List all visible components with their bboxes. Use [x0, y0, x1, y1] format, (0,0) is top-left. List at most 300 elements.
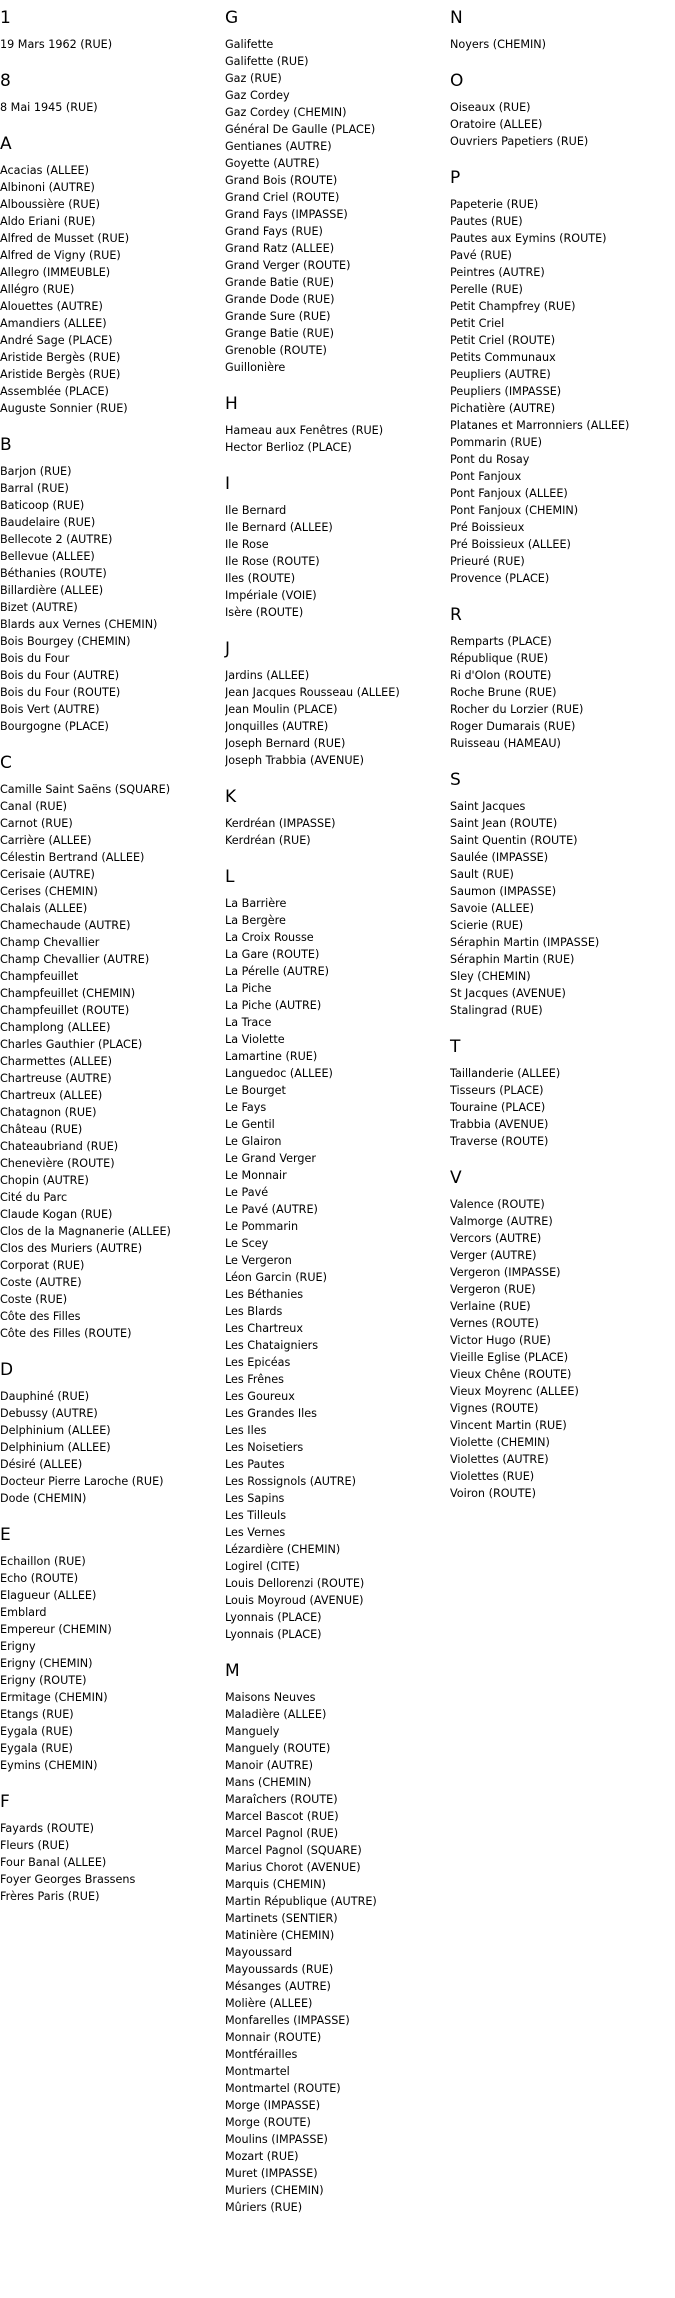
street-link[interactable]: Le Gentil — [225, 1118, 275, 1131]
street-link[interactable]: Pichatière (AUTRE) — [450, 402, 556, 415]
street-link[interactable]: Séraphin Martin (RUE) — [450, 953, 575, 966]
street-link[interactable]: Les Grandes Iles — [225, 1407, 318, 1420]
street-link[interactable]: Lézardière (CHEMIN) — [225, 1543, 341, 1556]
street-link[interactable]: Pont du Rosay — [450, 453, 530, 466]
street-link[interactable]: Grande Sure (RUE) — [225, 310, 331, 323]
street-link[interactable]: Stalingrad (RUE) — [450, 1004, 543, 1017]
street-link[interactable]: Jonquilles (AUTRE) — [225, 720, 329, 733]
street-link[interactable]: Galifette (RUE) — [225, 55, 309, 68]
street-link[interactable]: Docteur Pierre Laroche (RUE) — [0, 1475, 164, 1488]
street-link[interactable]: Marcel Bascot (RUE) — [225, 1810, 339, 1823]
street-link[interactable]: Voiron (ROUTE) — [450, 1487, 536, 1500]
street-link[interactable]: Pré Boissieux (ALLEE) — [450, 538, 571, 551]
street-link[interactable]: Maraîchers (ROUTE) — [225, 1793, 338, 1806]
street-link[interactable]: Le Glairon — [225, 1135, 282, 1148]
street-link[interactable]: Galifette — [225, 38, 274, 51]
street-link[interactable]: Champ Chevallier — [0, 936, 100, 949]
street-link[interactable]: Vernes (ROUTE) — [450, 1317, 539, 1330]
street-link[interactable]: Chatagnon (RUE) — [0, 1106, 97, 1119]
street-link[interactable]: Trabbia (AVENUE) — [450, 1118, 549, 1131]
street-link[interactable]: Alouettes (AUTRE) — [0, 300, 103, 313]
street-link[interactable]: Platanes et Marronniers (ALLEE) — [450, 419, 630, 432]
street-link[interactable]: Goyette (AUTRE) — [225, 157, 320, 170]
street-link[interactable]: Taillanderie (ALLEE) — [450, 1067, 561, 1080]
street-link[interactable]: Les Iles — [225, 1424, 267, 1437]
street-link[interactable]: Pont Fanjoux (ALLEE) — [450, 487, 568, 500]
street-link[interactable]: Les Vernes — [225, 1526, 286, 1539]
street-list — [0, 1553, 222, 1774]
street-link[interactable]: Bois du Four (ROUTE) — [0, 686, 121, 699]
street-link[interactable]: Delphinium (ALLEE) — [0, 1424, 111, 1437]
street-link[interactable]: Cité du Parc — [0, 1191, 68, 1204]
street-link[interactable]: Albinoni (AUTRE) — [0, 181, 95, 194]
street-link[interactable]: Foyer Georges Brassens — [0, 1873, 136, 1886]
street-link[interactable]: Le Pavé — [225, 1186, 269, 1199]
street-link[interactable]: Mayoussard — [225, 1946, 293, 1959]
street-link[interactable]: St Jacques (AVENUE) — [450, 987, 566, 1000]
street-link[interactable]: Emblard — [0, 1606, 47, 1619]
street-link[interactable]: La Trace — [225, 1016, 272, 1029]
street-link[interactable]: Vieux Chêne (ROUTE) — [450, 1368, 572, 1381]
street-link[interactable]: Les Pautes — [225, 1458, 285, 1471]
street-link[interactable]: Champfeuillet (ROUTE) — [0, 1004, 130, 1017]
street-link[interactable]: Allegro (IMMEUBLE) — [0, 266, 111, 279]
street-link[interactable]: Perelle (RUE) — [450, 283, 523, 296]
street-link[interactable]: Hameau aux Fenêtres (RUE) — [225, 424, 384, 437]
street-link[interactable]: Bellevue (ALLEE) — [0, 550, 95, 563]
street-link[interactable]: La Piche (AUTRE) — [225, 999, 322, 1012]
street-link[interactable]: Mésanges (AUTRE) — [225, 1980, 331, 1993]
street-link[interactable]: Iles (ROUTE) — [225, 572, 296, 585]
street-link[interactable]: Clos de la Magnanerie (ALLEE) — [0, 1225, 171, 1238]
street-link[interactable]: Martin République (AUTRE) — [225, 1895, 377, 1908]
street-link[interactable]: Kerdréan (IMPASSE) — [225, 817, 336, 830]
street-link[interactable]: La Bergère — [225, 914, 286, 927]
street-link[interactable]: Château (RUE) — [0, 1123, 83, 1136]
street-list — [225, 1689, 447, 2216]
street-link[interactable]: Muret (IMPASSE) — [225, 2167, 318, 2180]
street-link[interactable]: La Pérelle (AUTRE) — [225, 965, 330, 978]
street-link[interactable]: Le Pavé (AUTRE) — [225, 1203, 318, 1216]
street-link[interactable]: Pont Fanjoux — [450, 470, 522, 483]
street-link[interactable]: Dauphiné (RUE) — [0, 1390, 90, 1403]
street-link[interactable]: Impériale (VOIE) — [225, 589, 317, 602]
street-link[interactable]: Assemblée (PLACE) — [0, 385, 109, 398]
street-link[interactable]: Petit Criel — [450, 317, 505, 330]
street-link[interactable]: Le Scey — [225, 1237, 269, 1250]
street-link[interactable]: Remparts (PLACE) — [450, 635, 552, 648]
street-link[interactable]: La Barrière — [225, 897, 287, 910]
street-link[interactable]: Marquis (CHEMIN) — [225, 1878, 326, 1891]
street-link[interactable]: Allégro (RUE) — [0, 283, 75, 296]
street-link[interactable]: Jean Moulin (PLACE) — [225, 703, 338, 716]
street-link[interactable]: Pommarin (RUE) — [450, 436, 542, 449]
street-link[interactable]: Alfred de Vigny (RUE) — [0, 249, 121, 262]
street-link[interactable]: Barral (RUE) — [0, 482, 69, 495]
street-link[interactable]: Provence (PLACE) — [450, 572, 550, 585]
street-link[interactable]: Gentianes (AUTRE) — [225, 140, 332, 153]
street-link[interactable]: Blards aux Vernes (CHEMIN) — [0, 618, 158, 631]
street-list — [225, 502, 447, 621]
street-link[interactable]: Saint Quentin (ROUTE) — [450, 834, 578, 847]
street-link[interactable]: Pont Fanjoux (CHEMIN) — [450, 504, 579, 517]
street-link[interactable]: Le Vergeron — [225, 1254, 292, 1267]
street-link[interactable]: Petit Champfrey (RUE) — [450, 300, 576, 313]
street-link[interactable]: Peintres (AUTRE) — [450, 266, 545, 279]
street-link[interactable]: République (RUE) — [450, 652, 549, 665]
street-link[interactable]: Grand Fays (RUE) — [225, 225, 323, 238]
street-link[interactable]: Le Grand Verger — [225, 1152, 317, 1165]
street-link[interactable]: Erigny — [0, 1640, 36, 1653]
street-link[interactable]: Corporat (RUE) — [0, 1259, 85, 1272]
street-link[interactable]: Les Blards — [225, 1305, 283, 1318]
street-link[interactable]: Dode (CHEMIN) — [0, 1492, 87, 1505]
street-link[interactable]: Violette (CHEMIN) — [450, 1436, 550, 1449]
street-link[interactable]: Alfred de Musset (RUE) — [0, 232, 130, 245]
letter-section-c — [0, 753, 222, 1342]
street-link[interactable]: La Violette — [225, 1033, 285, 1046]
street-link[interactable]: La Gare (ROUTE) — [225, 948, 320, 961]
street-link[interactable]: Roger Dumarais (RUE) — [450, 720, 576, 733]
street-link[interactable]: Bellecote 2 (AUTRE) — [0, 533, 113, 546]
street-link[interactable]: Chenevière (ROUTE) — [0, 1157, 115, 1170]
street-link[interactable]: Rocher du Lorzier (RUE) — [450, 703, 584, 716]
street-link[interactable]: Hector Berlioz (PLACE) — [225, 441, 352, 454]
street-link[interactable]: Vignes (ROUTE) — [450, 1402, 539, 1415]
street-link[interactable]: Moulins (IMPASSE) — [225, 2133, 328, 2146]
street-link[interactable]: Le Fays — [225, 1101, 267, 1114]
street-link[interactable]: Bois du Four — [0, 652, 70, 665]
street-link[interactable]: Elagueur (ALLEE) — [0, 1589, 97, 1602]
street-link[interactable]: Grande Batie (RUE) — [225, 276, 334, 289]
street-link[interactable]: Fayards (ROUTE) — [0, 1822, 95, 1835]
street-link[interactable]: Les Goureux — [225, 1390, 295, 1403]
street-link[interactable]: Jean Jacques Rousseau (ALLEE) — [225, 686, 400, 699]
street-link[interactable]: Vieux Moyrenc (ALLEE) — [450, 1385, 579, 1398]
street-link[interactable]: Kerdréan (RUE) — [225, 834, 311, 847]
street-link[interactable]: Verger (AUTRE) — [450, 1249, 537, 1262]
street-link[interactable]: Les Rossignols (AUTRE) — [225, 1475, 356, 1488]
street-link[interactable]: André Sage (PLACE) — [0, 334, 113, 347]
street-link[interactable]: Ile Bernard (ALLEE) — [225, 521, 333, 534]
street-link[interactable]: Morge (IMPASSE) — [225, 2099, 321, 2112]
street-link[interactable]: Empereur (CHEMIN) — [0, 1623, 112, 1636]
street-list — [450, 1065, 672, 1150]
street-list — [0, 1820, 222, 1905]
street-link[interactable]: Chopin (AUTRE) — [0, 1174, 89, 1187]
street-link[interactable]: Mozart (RUE) — [225, 2150, 299, 2163]
street-link[interactable]: Manoir (AUTRE) — [225, 1759, 313, 1772]
street-link[interactable]: Fleurs (RUE) — [0, 1839, 70, 1852]
street-link[interactable]: Molière (ALLEE) — [225, 1997, 313, 2010]
street-list — [450, 1196, 672, 1502]
street-link[interactable]: Grange Batie (RUE) — [225, 327, 334, 340]
street-link[interactable]: Sault (RUE) — [450, 868, 514, 881]
street-link[interactable]: Champfeuillet (CHEMIN) — [0, 987, 136, 1000]
street-link[interactable]: Les Tilleuls — [225, 1509, 287, 1522]
street-link[interactable]: Ile Rose — [225, 538, 269, 551]
street-link[interactable]: Camille Saint Saëns (SQUARE) — [0, 783, 171, 796]
street-link[interactable]: Gaz Cordey (CHEMIN) — [225, 106, 347, 119]
letter-section-s — [450, 770, 672, 1019]
street-link[interactable]: Muriers (CHEMIN) — [225, 2184, 324, 2197]
street-link[interactable]: Ruisseau (HAMEAU) — [450, 737, 561, 750]
letter-section-m — [225, 1661, 447, 2216]
street-link[interactable]: Saulée (IMPASSE) — [450, 851, 549, 864]
street-link[interactable]: Martinets (SENTIER) — [225, 1912, 338, 1925]
street-link[interactable]: Isère (ROUTE) — [225, 606, 304, 619]
street-link[interactable]: Côte des Filles (ROUTE) — [0, 1327, 132, 1340]
street-list — [225, 815, 447, 849]
street-link[interactable]: Champ Chevallier (AUTRE) — [0, 953, 150, 966]
street-link[interactable]: Ri d'Olon (ROUTE) — [450, 669, 552, 682]
street-link[interactable]: Champfeuillet — [0, 970, 79, 983]
street-link[interactable]: Charles Gauthier (PLACE) — [0, 1038, 143, 1051]
street-link[interactable]: Saint Jacques — [450, 800, 526, 813]
street-link[interactable]: Maisons Neuves — [225, 1691, 316, 1704]
street-link[interactable]: Ile Bernard — [225, 504, 287, 517]
street-link[interactable]: Alboussière (RUE) — [0, 198, 100, 211]
street-link[interactable]: Aristide Bergès (RUE) — [0, 368, 121, 381]
street-link[interactable]: Monfarelles (IMPASSE) — [225, 2014, 350, 2027]
street-link[interactable]: Pautes aux Eymins (ROUTE) — [450, 232, 607, 245]
street-link[interactable]: Monnair (ROUTE) — [225, 2031, 322, 2044]
street-link[interactable]: Bois Bourgey (CHEMIN) — [0, 635, 131, 648]
letter-section-p — [450, 168, 672, 587]
street-link[interactable]: Général De Gaulle (PLACE) — [225, 123, 376, 136]
street-link[interactable]: Guillonière — [225, 361, 286, 374]
street-link[interactable]: Noyers (CHEMIN) — [450, 38, 547, 51]
street-link[interactable]: Grand Verger (ROUTE) — [225, 259, 351, 272]
street-link[interactable]: Grand Criel (ROUTE) — [225, 191, 340, 204]
letter-section-a — [0, 134, 222, 417]
street-link[interactable]: Louis Moyroud (AVENUE) — [225, 1594, 364, 1607]
street-link[interactable]: Grand Fays (IMPASSE) — [225, 208, 348, 221]
street-link[interactable]: Jardins (ALLEE) — [225, 669, 310, 682]
street-link[interactable]: Auguste Sonnier (RUE) — [0, 402, 128, 415]
street-link[interactable]: Vergeron (RUE) — [450, 1283, 536, 1296]
street-link[interactable]: Valence (ROUTE) — [450, 1198, 545, 1211]
section-letter-heading: T — [450, 1037, 461, 1057]
street-link[interactable]: Célestin Bertrand (ALLEE) — [0, 851, 145, 864]
letter-section-1 — [0, 8, 222, 53]
street-link[interactable]: Manguely — [225, 1725, 280, 1738]
street-link[interactable]: Matinière (CHEMIN) — [225, 1929, 335, 1942]
street-link[interactable]: Pré Boissieux — [450, 521, 525, 534]
street-link[interactable]: Traverse (ROUTE) — [450, 1135, 549, 1148]
street-link[interactable]: Marcel Pagnol (RUE) — [225, 1827, 339, 1840]
street-link[interactable]: Scierie (RUE) — [450, 919, 524, 932]
street-link[interactable]: Montférailles — [225, 2048, 298, 2061]
street-link[interactable]: Léon Garcin (RUE) — [225, 1271, 327, 1284]
street-link[interactable]: Gaz Cordey — [225, 89, 290, 102]
street-link[interactable]: Canal (RUE) — [0, 800, 68, 813]
street-link[interactable]: La Croix Rousse — [225, 931, 314, 944]
street-link[interactable]: Les Noisetiers — [225, 1441, 304, 1454]
street-link[interactable]: Montmartel — [225, 2065, 290, 2078]
street-link[interactable]: Bourgogne (PLACE) — [0, 720, 109, 733]
street-link[interactable]: Marius Chorot (AVENUE) — [225, 1861, 361, 1874]
street-link[interactable]: Séraphin Martin (IMPASSE) — [450, 936, 600, 949]
section-letter-heading: R — [450, 605, 462, 625]
street-link[interactable]: Echo (ROUTE) — [0, 1572, 79, 1585]
street-list — [0, 36, 222, 53]
street-link[interactable]: Charmettes (ALLEE) — [0, 1055, 112, 1068]
street-link[interactable]: Champlong (ALLEE) — [0, 1021, 111, 1034]
street-link[interactable]: Manguely (ROUTE) — [225, 1742, 331, 1755]
street-link[interactable]: Sley (CHEMIN) — [450, 970, 531, 983]
street-link[interactable]: Verlaine (RUE) — [450, 1300, 531, 1313]
street-link[interactable]: Les Chataigniers — [225, 1339, 319, 1352]
section-letter-heading: J — [225, 639, 231, 659]
street-link[interactable]: Touraine (PLACE) — [450, 1101, 546, 1114]
street-link[interactable]: Violettes (RUE) — [450, 1470, 535, 1483]
street-link[interactable]: Vercors (AUTRE) — [450, 1232, 542, 1245]
street-link[interactable]: Valmorge (AUTRE) — [450, 1215, 553, 1228]
street-link[interactable]: 19 Mars 1962 (RUE) — [0, 38, 113, 51]
street-link[interactable]: Béthanies (ROUTE) — [0, 567, 107, 580]
street-link[interactable]: Frères Paris (RUE) — [0, 1890, 100, 1903]
street-link[interactable]: Peupliers (IMPASSE) — [450, 385, 562, 398]
street-link[interactable]: Prieuré (RUE) — [450, 555, 525, 568]
street-list — [450, 36, 672, 53]
letter-section-g — [225, 8, 447, 376]
street-link[interactable]: Cerisaie (AUTRE) — [0, 868, 95, 881]
street-link[interactable]: Eygala (RUE) — [0, 1725, 73, 1738]
street-link[interactable]: Oiseaux (RUE) — [450, 101, 531, 114]
street-link[interactable]: Grenoble (ROUTE) — [225, 344, 327, 357]
street-link[interactable]: Billardière (ALLEE) — [0, 584, 104, 597]
street-link[interactable]: Le Bourget — [225, 1084, 286, 1097]
street-link[interactable]: Chamechaude (AUTRE) — [0, 919, 131, 932]
street-link[interactable]: Erigny (CHEMIN) — [0, 1657, 93, 1670]
street-link[interactable]: Erigny (ROUTE) — [0, 1674, 87, 1687]
street-link[interactable]: Bois Vert (AUTRE) — [0, 703, 100, 716]
street-link[interactable]: Acacias (ALLEE) — [0, 164, 89, 177]
street-link[interactable]: Côte des Filles — [0, 1310, 81, 1323]
street-link[interactable]: Tisseurs (PLACE) — [450, 1084, 544, 1097]
street-link[interactable]: Carrière (ALLEE) — [0, 834, 92, 847]
street-link[interactable]: Vincent Martin (RUE) — [450, 1419, 567, 1432]
street-link[interactable]: Montmartel (ROUTE) — [225, 2082, 341, 2095]
street-link[interactable]: La Piche — [225, 982, 272, 995]
street-link[interactable]: Ermitage (CHEMIN) — [0, 1691, 108, 1704]
street-link[interactable]: Roche Brune (RUE) — [450, 686, 557, 699]
street-link[interactable]: 8 Mai 1945 (RUE) — [0, 101, 98, 114]
street-link[interactable]: Aristide Bergès (RUE) — [0, 351, 121, 364]
street-link[interactable]: Le Monnair — [225, 1169, 287, 1182]
street-link[interactable]: Lyonnais (PLACE) — [225, 1611, 322, 1624]
street-link[interactable]: Etangs (RUE) — [0, 1708, 74, 1721]
street-list — [0, 1388, 222, 1507]
street-link[interactable]: Mans (CHEMIN) — [225, 1776, 312, 1789]
street-link[interactable]: Grand Ratz (ALLEE) — [225, 242, 335, 255]
street-link[interactable]: Louis Dellorenzi (ROUTE) — [225, 1577, 365, 1590]
street-link[interactable]: Oratoire (ALLEE) — [450, 118, 543, 131]
street-link[interactable]: Lyonnais (PLACE) — [225, 1628, 322, 1641]
street-list — [0, 99, 222, 116]
street-link[interactable]: Saint Jean (ROUTE) — [450, 817, 558, 830]
street-link[interactable]: Coste (AUTRE) — [0, 1276, 82, 1289]
street-link[interactable]: Vergeron (IMPASSE) — [450, 1266, 561, 1279]
street-link[interactable]: Les Frênes — [225, 1373, 284, 1386]
street-link[interactable]: Echaillon (RUE) — [0, 1555, 86, 1568]
street-link[interactable]: Chartreuse (AUTRE) — [0, 1072, 112, 1085]
street-link[interactable]: Pavé (RUE) — [450, 249, 512, 262]
street-link[interactable]: Ile Rose (ROUTE) — [225, 555, 320, 568]
street-link[interactable]: Joseph Bernard (RUE) — [225, 737, 346, 750]
street-link[interactable]: Chalais (ALLEE) — [0, 902, 88, 915]
street-link[interactable]: Violettes (AUTRE) — [450, 1453, 549, 1466]
street-link[interactable]: Mayoussards (RUE) — [225, 1963, 334, 1976]
street-link[interactable]: Peupliers (AUTRE) — [450, 368, 551, 381]
street-list — [225, 667, 447, 769]
street-link[interactable]: Amandiers (ALLEE) — [0, 317, 107, 330]
street-link[interactable]: Eymins (CHEMIN) — [0, 1759, 98, 1772]
street-link[interactable]: Eygala (RUE) — [0, 1742, 73, 1755]
street-link[interactable]: Logirel (CITE) — [225, 1560, 300, 1573]
street-link[interactable]: Chateaubriand (RUE) — [0, 1140, 119, 1153]
section-letter-heading: G — [225, 8, 239, 28]
street-link[interactable]: Petits Communaux — [450, 351, 556, 364]
street-link[interactable]: Petit Criel (ROUTE) — [450, 334, 556, 347]
street-link[interactable]: Barjon (RUE) — [0, 465, 72, 478]
street-link[interactable]: Chartreux (ALLEE) — [0, 1089, 103, 1102]
street-link[interactable]: Bois du Four (AUTRE) — [0, 669, 120, 682]
street-link[interactable]: Morge (ROUTE) — [225, 2116, 311, 2129]
street-link[interactable]: Savoie (ALLEE) — [450, 902, 534, 915]
street-link[interactable]: Debussy (AUTRE) — [0, 1407, 98, 1420]
street-link[interactable]: Vieille Eglise (PLACE) — [450, 1351, 569, 1364]
street-link[interactable]: Mûriers (RUE) — [225, 2201, 303, 2214]
street-list — [0, 781, 222, 1342]
street-link[interactable]: Papeterie (RUE) — [450, 198, 539, 211]
street-link[interactable]: Maladière (ALLEE) — [225, 1708, 327, 1721]
street-list — [450, 633, 672, 752]
street-link[interactable]: Delphinium (ALLEE) — [0, 1441, 111, 1454]
street-link[interactable]: Grande Dode (RUE) — [225, 293, 335, 306]
street-link[interactable]: Carnot (RUE) — [0, 817, 73, 830]
street-link[interactable]: Désiré (ALLEE) — [0, 1458, 83, 1471]
index-column — [450, 8, 672, 1520]
street-link[interactable]: Joseph Trabbia (AVENUE) — [225, 754, 364, 767]
street-link[interactable]: Saumon (IMPASSE) — [450, 885, 557, 898]
street-link[interactable]: Cerises (CHEMIN) — [0, 885, 98, 898]
street-link[interactable]: Four Banal (ALLEE) — [0, 1856, 107, 1869]
street-link[interactable]: Claude Kogan (RUE) — [0, 1208, 113, 1221]
street-link[interactable]: Baudelaire (RUE) — [0, 516, 96, 529]
section-letter-heading: A — [0, 134, 12, 154]
street-link[interactable]: Baticoop (RUE) — [0, 499, 85, 512]
street-link[interactable]: Les Epicéas — [225, 1356, 291, 1369]
street-link[interactable]: Lamartine (RUE) — [225, 1050, 318, 1063]
street-link[interactable]: Les Sapins — [225, 1492, 285, 1505]
street-link[interactable]: Pautes (RUE) — [450, 215, 523, 228]
street-link[interactable]: Gaz (RUE) — [225, 72, 282, 85]
street-link[interactable]: Victor Hugo (RUE) — [450, 1334, 551, 1347]
street-link[interactable]: Ouvriers Papetiers (RUE) — [450, 135, 589, 148]
street-link[interactable]: Les Chartreux — [225, 1322, 303, 1335]
street-link[interactable]: Marcel Pagnol (SQUARE) — [225, 1844, 362, 1857]
street-link[interactable]: Le Pommarin — [225, 1220, 299, 1233]
street-link[interactable]: Bizet (AUTRE) — [0, 601, 78, 614]
street-link[interactable]: Aldo Eriani (RUE) — [0, 215, 96, 228]
street-link[interactable]: Les Béthanies — [225, 1288, 304, 1301]
street-link[interactable]: Grand Bois (ROUTE) — [225, 174, 338, 187]
street-link[interactable]: Languedoc (ALLEE) — [225, 1067, 333, 1080]
street-link[interactable]: Coste (RUE) — [0, 1293, 68, 1306]
street-link[interactable]: Clos des Muriers (AUTRE) — [0, 1242, 143, 1255]
